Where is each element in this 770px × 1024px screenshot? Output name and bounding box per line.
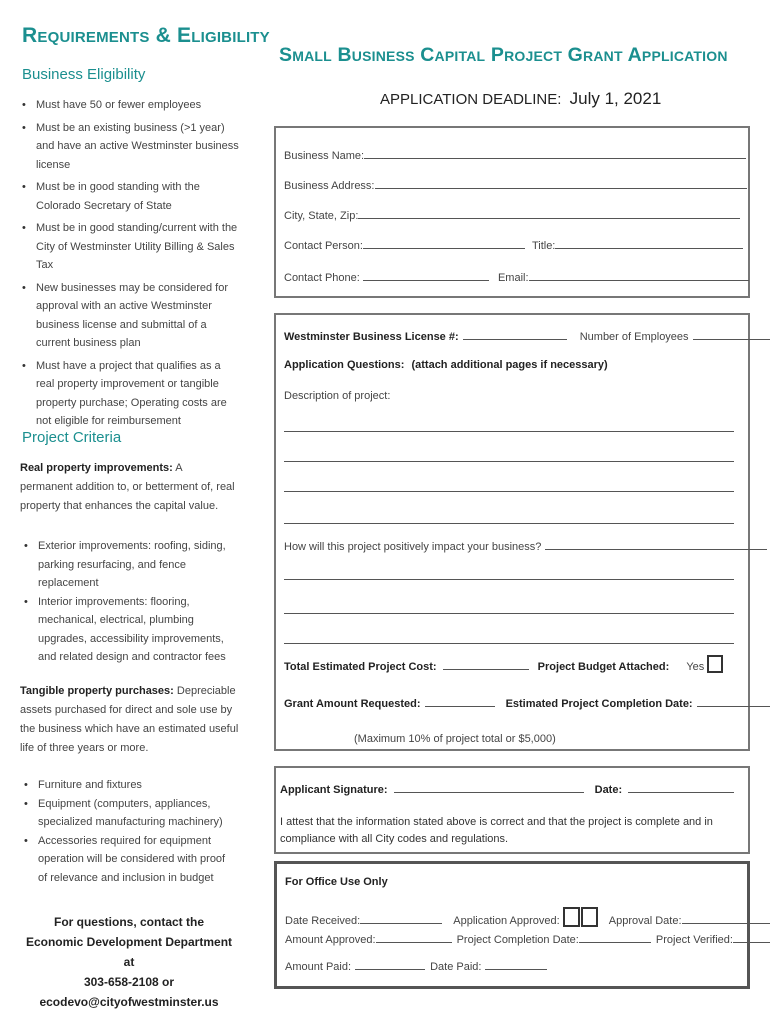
contact-phone-field[interactable] xyxy=(284,270,749,284)
signature-date-label: Date: xyxy=(594,784,623,796)
contact-phone-line[interactable] xyxy=(363,270,489,281)
business-name-line[interactable] xyxy=(364,148,746,159)
grant-amount-field[interactable] xyxy=(284,696,770,710)
contact-person-field[interactable] xyxy=(284,238,743,252)
list-item: • Must be in good standing/current with the City of Westminster Utility Billing & Sales Tax xyxy=(20,219,242,275)
description-label: Description of project: xyxy=(284,390,391,402)
impact-line[interactable] xyxy=(284,613,734,614)
list-item: • Must have 50 or fewer employees xyxy=(20,96,242,115)
application-title: Small Business Capital Project Grant Application xyxy=(279,44,728,66)
description-line[interactable] xyxy=(284,431,734,432)
approval-date-label: Approval Date: xyxy=(608,915,682,927)
total-cost-field[interactable] xyxy=(284,655,723,673)
amount-paid-line[interactable] xyxy=(355,959,425,970)
description-line[interactable] xyxy=(284,461,734,462)
description-line[interactable] xyxy=(284,523,734,524)
date-paid-label: Date Paid: xyxy=(430,961,482,973)
project-completion-label: Project Completion Date: xyxy=(456,934,579,946)
title-line[interactable] xyxy=(555,238,743,249)
date-received-line[interactable] xyxy=(360,913,442,924)
amount-paid-label: Amount Paid: xyxy=(285,961,352,973)
list-item: • Interior improvements: flooring, mechanical, electrical, plumbing upgrades, accessibility improvements, and related design and contractor fees xyxy=(22,593,238,667)
tangible-property-paragraph xyxy=(20,682,240,758)
business-address-line[interactable] xyxy=(375,178,747,189)
contact-person-line[interactable] xyxy=(363,238,525,249)
budget-label: Project Budget Attached: xyxy=(537,661,670,673)
license-line[interactable] xyxy=(463,329,567,340)
list-item: • Must be in good standing with the Colorado Secretary of State xyxy=(20,178,242,215)
impact-label: How will this project positively impact your business? xyxy=(284,541,542,553)
signature-date-line[interactable] xyxy=(628,782,734,793)
questions-label: Application Questions: xyxy=(284,359,405,371)
business-info-box xyxy=(274,126,750,298)
contact-person-label: Contact Person: xyxy=(284,240,363,252)
project-verified-line[interactable] xyxy=(733,932,770,943)
list-item: • Must be an existing business (>1 year) and have an active Westminster business license xyxy=(20,119,242,175)
total-cost-label: Total Estimated Project Cost: xyxy=(284,661,437,673)
requirements-heading: Requirements & Eligibility xyxy=(22,24,270,47)
grant-amount-line[interactable] xyxy=(425,696,495,707)
deadline-date: July 1, 2021 xyxy=(569,89,662,108)
real-property-label: Real property improvements: xyxy=(20,462,173,474)
contact-phone-label: Contact Phone: xyxy=(284,272,360,284)
business-address-label: Business Address: xyxy=(284,180,375,192)
list-item: • New businesses may be considered for approval with an active Westminster business license and submittal of a current business plan xyxy=(20,279,242,353)
contact-block xyxy=(20,912,238,1012)
real-property-paragraph xyxy=(20,459,235,516)
office-use-title: For Office Use Only xyxy=(285,876,388,888)
list-item: • Equipment (computers, appliances, specialized manufacturing machinery) xyxy=(22,795,228,832)
tangible-text: Depreciable assets purchased for direct and sole use by the business which have an estimated useful life of three years or more. xyxy=(20,685,239,754)
list-item: • Must have a project that qualifies as a real property improvement or tangible property purchase; Operating costs are not eligible for reimbursement xyxy=(20,357,242,431)
grant-amount-label: Grant Amount Requested: xyxy=(284,698,421,710)
city-state-zip-field[interactable] xyxy=(284,208,740,222)
approved-yes-checkbox[interactable] xyxy=(563,907,580,927)
impact-line[interactable] xyxy=(284,579,734,580)
contact-line: 303-658-2108 or xyxy=(83,975,175,989)
license-field[interactable] xyxy=(284,329,770,343)
city-state-zip-label: City, State, Zip: xyxy=(284,210,359,222)
employees-line[interactable] xyxy=(693,329,770,340)
deadline-label: APPLICATION DEADLINE: xyxy=(380,91,562,108)
contact-email: ecodevo@cityofwestminster.us xyxy=(39,995,219,1009)
project-info-box xyxy=(274,313,750,751)
questions-heading xyxy=(284,359,608,371)
deadline-row xyxy=(380,89,661,109)
license-label: Westminster Business License #: xyxy=(284,331,459,343)
contact-line: For questions, contact the xyxy=(53,915,204,929)
title-label: Title: xyxy=(531,240,556,252)
contact-line: Economic Development Department at xyxy=(25,935,233,969)
business-eligibility-title: Business Eligibility xyxy=(22,66,146,83)
real-property-text: A permanent addition to, or betterment of, real property that enhances the capital value. xyxy=(20,462,235,512)
amount-approved-label: Amount Approved: xyxy=(285,934,376,946)
tangible-label: Tangible property purchases: xyxy=(20,685,174,697)
list-item: • Furniture and fixtures xyxy=(22,776,228,795)
signature-box xyxy=(274,766,750,854)
impact-line[interactable] xyxy=(284,643,734,644)
budget-attached-checkbox[interactable] xyxy=(707,655,723,673)
signature-field[interactable] xyxy=(280,782,734,796)
max-note: (Maximum 10% of project total or $5,000) xyxy=(354,733,556,745)
email-label: Email: xyxy=(497,272,529,284)
project-verified-label: Project Verified: xyxy=(655,934,733,946)
eligibility-list xyxy=(20,96,242,435)
impact-line[interactable] xyxy=(545,539,767,550)
list-item: • Exterior improvements: roofing, siding, parking resurfacing, and fence replacement xyxy=(22,537,238,593)
project-criteria-title: Project Criteria xyxy=(22,429,122,446)
attestation-text: I attest that the information stated above is correct and that the project is complete and in compliance with all City codes and regulations. xyxy=(280,816,713,845)
impact-field[interactable] xyxy=(284,539,767,553)
app-approved-label: Application Approved: xyxy=(453,915,560,927)
signature-line[interactable] xyxy=(394,782,584,793)
city-state-zip-line[interactable] xyxy=(358,208,740,219)
completion-date-label: Estimated Project Completion Date: xyxy=(505,698,693,710)
business-name-label: Business Name: xyxy=(284,150,365,162)
completion-date-line[interactable] xyxy=(697,696,770,707)
questions-note: (attach additional pages if necessary) xyxy=(411,359,608,371)
email-line[interactable] xyxy=(529,270,749,281)
list-item: • Accessories required for equipment operation will be considered with proof of relevance and inclusion in budget xyxy=(22,832,228,888)
date-received-label: Date Received: xyxy=(285,915,361,927)
approved-no-checkbox[interactable] xyxy=(581,907,598,927)
employees-label: Number of Employees xyxy=(579,331,689,343)
description-line[interactable] xyxy=(284,491,734,492)
approval-date-line[interactable] xyxy=(682,913,770,924)
amount-approved-line[interactable] xyxy=(376,932,452,943)
business-name-field[interactable] xyxy=(284,148,746,162)
real-property-list xyxy=(22,537,238,671)
project-completion-line[interactable] xyxy=(579,932,651,943)
office-row-1 xyxy=(285,907,770,927)
office-row-2 xyxy=(285,932,770,946)
signature-label: Applicant Signature: xyxy=(280,784,388,796)
office-use-box xyxy=(274,861,750,989)
business-address-field[interactable] xyxy=(284,178,747,192)
tangible-list xyxy=(22,776,228,891)
yes-label: Yes xyxy=(686,661,705,673)
date-paid-line[interactable] xyxy=(485,959,547,970)
office-row-3 xyxy=(285,959,547,973)
total-cost-line[interactable] xyxy=(443,659,529,670)
